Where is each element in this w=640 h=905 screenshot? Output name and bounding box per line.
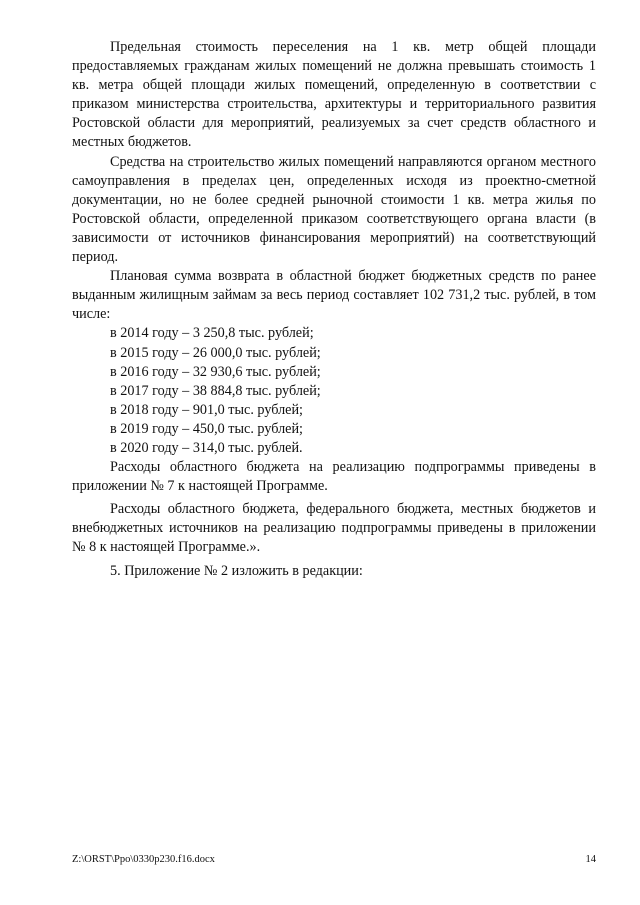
paragraph-resettlement-cost: Предельная стоимость переселения на 1 кв. метр общей площади предоставляемых гражданам жилых помещений не должна превышать стоимость 1 кв. метра общей площади жилых помещений, определенную в соответствии с приказом министерства строительства, архитектуры и территориального развития Ростовской области для мероприятий, реализуемых за счет средств областного и местных бюджетов.	[72, 39, 596, 151]
paragraph-construction-funds: Средства на строительство жилых помещений направляются органом местного самоуправления в пределах цен, определенных исходя из проектно-сметной документации, но не более средней рыночной стоимости 1 кв. метра жилья по Ростовской области, определенной приказом соответствующего органа власти (в зависимости от источников финансирования мероприятий) на соответствующий период.	[72, 153, 596, 266]
paragraph-regional-expenses: Расходы областного бюджета на реализацию подпрограммы приведены в приложении № 7 к настоящей Программе.	[72, 459, 596, 495]
paragraph-appendix-2: 5. Приложение № 2 изложить в редакции:	[110, 562, 363, 579]
list-item: в 2017 году – 38 884,8 тыс. рублей;	[110, 382, 321, 399]
page-number: 14	[585, 854, 596, 865]
list-item: в 2018 году – 901,0 тыс. рублей;	[110, 401, 303, 418]
list-item: в 2015 году – 26 000,0 тыс. рублей;	[110, 344, 321, 361]
paragraph-all-budget-expenses: Расходы областного бюджета, федерального бюджета, местных бюджетов и внебюджетных источников на реализацию подпрограммы приведены в приложении № 8 к настоящей Программе.».	[72, 501, 596, 556]
list-item: в 2020 году – 314,0 тыс. рублей.	[110, 439, 303, 456]
list-item: в 2016 году – 32 930,6 тыс. рублей;	[110, 363, 321, 380]
yearly-amounts-list	[72, 324, 596, 458]
paragraph-planned-return: Плановая сумма возврата в областной бюджет бюджетных средств по ранее выданным жилищным займам за весь период составляет 102 731,2 тыс. рублей, в том числе:	[72, 268, 596, 323]
list-item: в 2019 году – 450,0 тыс. рублей;	[110, 420, 303, 437]
document-body	[72, 38, 596, 581]
list-item: в 2014 году – 3 250,8 тыс. рублей;	[110, 325, 314, 342]
file-path: Z:\ORST\Ppo\0330p230.f16.docx	[72, 854, 215, 865]
